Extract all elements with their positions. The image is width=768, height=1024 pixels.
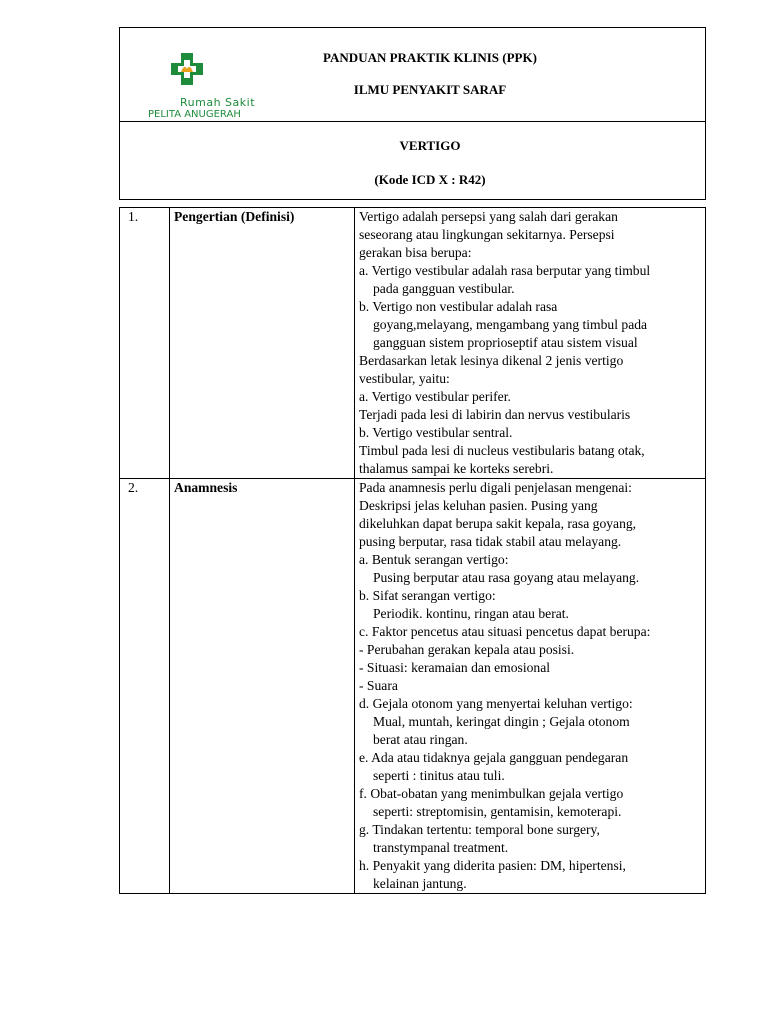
text-line: Vertigo adalah persepsi yang salah dari gerakan [359,209,618,224]
topic-title: VERTIGO [399,138,461,153]
logo-text-rumah-sakit: Rumah Sakit [180,96,256,109]
text-line: g. Tindakan tertentu: temporal bone surgery, [359,822,600,837]
text-line: Pada anamnesis perlu digali penjelasan mengenai: [359,480,632,495]
text-line: d. Gejala otonom yang menyertai keluhan vertigo: [359,696,633,711]
text-line: pusing berputar, rasa tidak stabil atau melayang. [359,534,622,549]
text-line: - Situasi: keramaian dan emosional [359,660,551,675]
hospital-logo [148,50,278,120]
text-line: Berdasarkan letak lesinya dikenal 2 jenis vertigo [359,353,624,368]
text-line: a. Vertigo vestibular adalah rasa berputar yang timbul [359,263,651,278]
text-line: seseorang atau lingkungan sekitarnya. Persepsi [359,227,615,242]
text-line: - Perubahan gerakan kepala atau posisi. [359,642,575,657]
text-line: Mual, muntah, keringat dingin ; Gejala otonom [373,714,630,729]
text-line: berat atau ringan. [373,732,468,747]
text-line: a. Bentuk serangan vertigo: [359,552,509,567]
text-line: b. Vertigo non vestibular adalah rasa [359,299,558,314]
text-line: e. Ada atau tidaknya gejala gangguan pendegaran [359,750,629,765]
row-label: Anamnesis [170,479,355,894]
text-line: Periodik. kontinu, ringan atau berat. [373,606,569,621]
text-line: thalamus sampai ke korteks serebri. [359,461,554,476]
row-label: Pengertian (Definisi) [170,208,355,479]
text-line: a. Vertigo vestibular perifer. [359,389,511,404]
logo-text-hospital-name: PELITA ANUGERAH [148,109,241,120]
icd-code: (Kode ICD X : R42) [374,172,486,187]
text-line: seperti: streptomisin, gentamisin, kemoterapi. [373,804,622,819]
document-header [119,27,706,200]
green-cross-icon [170,52,204,86]
text-line: gangguan sistem proprioseptif atau sistem visual [373,335,638,350]
row-number: 2. [120,479,170,894]
row-number: 1. [120,208,170,479]
text-line: gerakan bisa berupa: [359,245,472,260]
text-line: Pusing berputar atau rasa goyang atau melayang. [373,570,640,585]
table-row [120,479,706,894]
text-line: Terjadi pada lesi di labirin dan nervus vestibularis [359,407,631,422]
text-line: kelainan jantung. [373,876,467,891]
text-line: Timbul pada lesi di nucleus vestibularis batang otak, [359,443,645,458]
table-row [120,208,706,479]
text-line: c. Faktor pencetus atau situasi pencetus dapat berupa: [359,624,651,639]
text-line: b. Vertigo vestibular sentral. [359,425,513,440]
row-content [355,479,706,894]
header-title-row [120,28,705,122]
text-line: f. Obat-obatan yang menimbulkan gejala vertigo [359,786,624,801]
text-line: seperti : tinitus atau tuli. [373,768,505,783]
text-line: transtympanal treatment. [373,840,509,855]
department-title: ILMU PENYAKIT SARAF [353,82,507,97]
text-line: goyang,melayang, mengambang yang timbul pada [373,317,648,332]
text-line: Deskripsi jelas keluhan pasien. Pusing yang [359,498,598,513]
row-content [355,208,706,479]
text-line: pada gangguan vestibular. [373,281,515,296]
text-line: h. Penyakit yang diderita pasien: DM, hipertensi, [359,858,626,873]
text-line: dikeluhkan dapat berupa sakit kepala, rasa goyang, [359,516,637,531]
document-title: PANDUAN PRAKTIK KLINIS (PPK) [323,50,537,65]
text-line: b. Sifat serangan vertigo: [359,588,496,603]
text-line: - Suara [359,678,398,693]
ppk-content-table [119,207,706,894]
text-line: vestibular, yaitu: [359,371,450,386]
